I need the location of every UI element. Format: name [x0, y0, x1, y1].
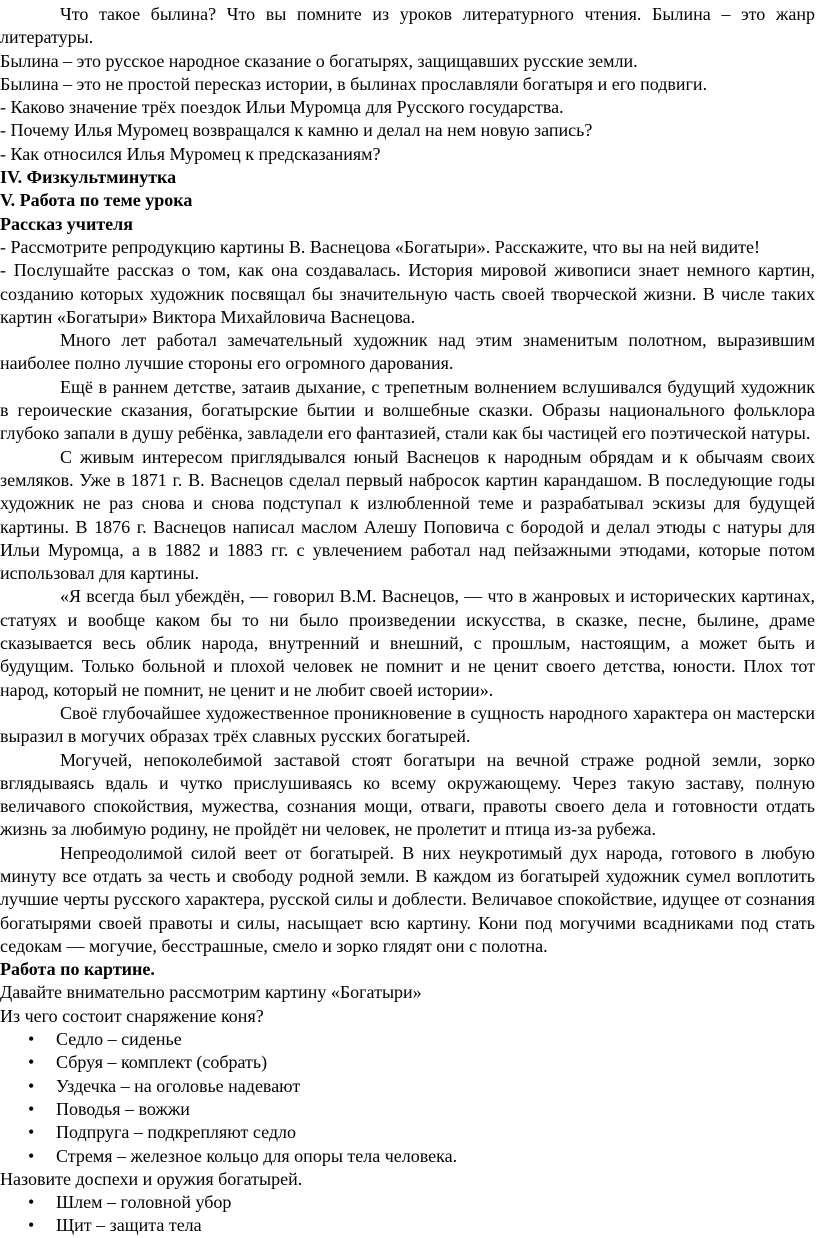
- list-item: [28, 1051, 815, 1074]
- intro-question-item: - Каково значение трёх поездок Ильи Муромца для Русского государства.: [0, 97, 564, 118]
- horse-equipment-list: [0, 1028, 815, 1168]
- armor-question: Назовите доспехи и оружия богатырей.: [0, 1168, 303, 1189]
- section-heading-story: Рассказ учителя: [0, 213, 133, 234]
- bullet-icon: •: [28, 1098, 35, 1119]
- list-item-text: Уздечка – на оголовье надевают: [56, 1075, 301, 1096]
- list-item-text: Подпруга – подкрепляют седло: [56, 1122, 296, 1143]
- bullet-icon: •: [28, 1075, 35, 1096]
- section-heading-work: V. Работа по теме урока: [0, 190, 193, 211]
- story-paragraph: Много лет работал замечательный художник над этим знаменитым полотном, выразившим наиболее полно лучшие стороны его огромного дарования.: [0, 330, 815, 374]
- bullet-icon: •: [28, 1145, 35, 1166]
- story-paragraph: Ещё в раннем детстве, затаив дыхание, с трепетным волнением вслушивался будущий художник в героические сказания, богатырские бытии и волшебные сказки. Образы национального фольклора глубоко запали в душу ребёнка, завладели его фантазией, стали как бы частицей его поэтической натуры.: [0, 376, 815, 444]
- story-paragraph: Своё глубочайшее художественное проникновение в сущность народного характера он мастерски выразил в могучих образах трёх славных русских богатырей.: [0, 702, 815, 747]
- list-item: [28, 1098, 815, 1121]
- bullet-icon: •: [28, 1052, 35, 1073]
- story-paragraph: Могучей, непоколебимой заставой стоят богатыри на вечной страже родной земли, зорко вглядываясь вдаль и чутко прислушиваясь ко всему окружающему. Через такую заставу, полную величавого спокойствия, мужества, сознания мощи, отваги, правоты своего дела и готовности отдать жизнь за любимую родину, не пройдёт ни человек, не пролетит и птица из-за рубежа.: [0, 749, 815, 840]
- section-heading-phys: IV. Физкультминутка: [0, 167, 177, 188]
- list-item-text: Сбруя – комплект (собрать): [56, 1052, 268, 1073]
- story-paragraph: С живым интересом приглядывался юный Васнецов к народным обрядам и к обычаям своих земляков. Уже в 1871 г. В. Васнецов сделал первый набросок картин карандашом. В последующие годы художник не раз снова и снова подступал к излюбленной теме и разрабатывал эскизы для будущей картины. В 1876 г. Васнецов написал маслом Алешу Поповича с бородой и делал этюды с натуры для Ильи Муромца, а в 1882 и 1883 гг. с увлечением работал над пейзажными этюдами, которые потом использовал для картины.: [0, 446, 815, 584]
- horse-equipment-question: Из чего состоит снаряжение коня?: [0, 1005, 264, 1026]
- list-item-text: Шлем – головной убор: [56, 1192, 232, 1213]
- list-item: [28, 1028, 815, 1051]
- section-heading-picture: Работа по картине.: [0, 959, 155, 980]
- teacher-instruction-2: - Послушайте рассказ о том, как она создавалась. История мировой живописи знает немного картин, созданию которых художник посвящал бы значительную часть своей творческой жизни. В числе таких картин «Богатыри» Виктора Михайловича Васнецова.: [0, 260, 815, 327]
- list-item-text: Щит – защита тела: [56, 1215, 202, 1236]
- intro-question-item: - Как относился Илья Муромец к предсказаниям?: [0, 143, 381, 164]
- intro-question-item: - Почему Илья Муромец возвращался к камню и делал на нем новую запись?: [0, 120, 593, 141]
- story-paragraph: «Я всегда был убеждён, — говорил В.М. Васнецов, — что в жанровых и исторических картинах, статуях и вообще каком бы то ни было произведении искусства, в сказке, песне, былине, драме сказывается весь облик народа, внутренний и внешний, с прошлым, настоящим, а может быть и будущим. Только больной и плохой человек не помнит и не ценит своего детства, юности. Плох тот народ, который не помнит, не ценит и не любит своей истории».: [0, 586, 815, 700]
- list-item-text: Седло – сиденье: [56, 1029, 182, 1050]
- story-paragraph: Непреодолимой силой веет от богатырей. В них неукротимый дух народа, готового в любую минуту все отдать за честь и свободу родной земли. В каждом из богатырей художник сумел воплотить лучшие черты русского характера, русской силы и доблести. Величавое спокойствие, идущее от сознания богатырями своей правоты и силы, насыщает всю картину. Кони под могучими всадниками под стать седокам — могучие, бесстрашные, смело и зорко глядят они с полотна.: [0, 842, 815, 956]
- picture-intro: Давайте внимательно рассмотрим картину «Богатыри»: [0, 982, 422, 1003]
- bullet-icon: •: [28, 1029, 35, 1050]
- list-item: [28, 1214, 815, 1237]
- list-item: [28, 1075, 815, 1098]
- bullet-icon: •: [28, 1122, 35, 1143]
- armor-list: [0, 1191, 815, 1238]
- bullet-icon: •: [28, 1215, 35, 1236]
- list-item-text: Поводья – вожжи: [56, 1098, 190, 1119]
- byliny-definition-2: Былина – это не простой пересказ истории, в былинах прославляли богатыря и его подвиги.: [0, 73, 708, 94]
- bullet-icon: •: [28, 1192, 35, 1213]
- intro-question: Что такое былина? Что вы помните из уроков литературного чтения. Былина – это жанр литературы.: [0, 4, 815, 48]
- byliny-definition-1: Былина – это русское народное сказание о богатырях, защищавших русские земли.: [0, 50, 638, 71]
- list-item-text: Стремя – железное кольцо для опоры тела человека.: [56, 1145, 458, 1166]
- list-item: [28, 1145, 815, 1168]
- list-item: [28, 1121, 815, 1144]
- list-item: [28, 1191, 815, 1214]
- teacher-instruction-1: - Рассмотрите репродукцию картины В. Васнецова «Богатыри». Расскажите, что вы на ней видите!: [0, 236, 760, 257]
